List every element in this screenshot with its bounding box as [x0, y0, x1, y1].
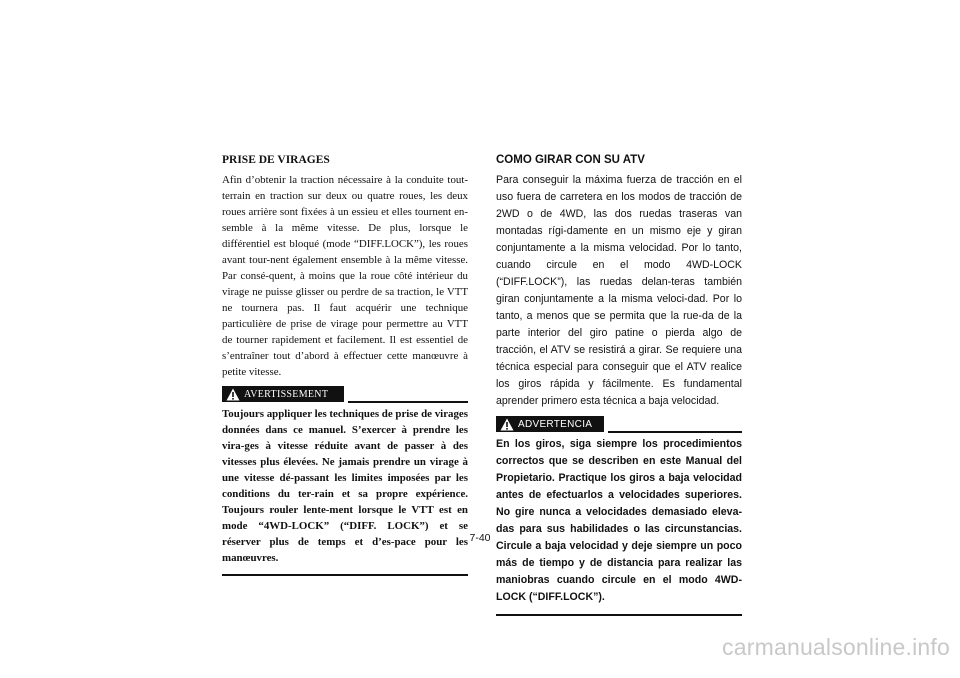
french-warning-label: AVERTISSEMENT	[244, 388, 329, 400]
french-body: Afin d’obtenir la traction nécessaire à la conduite tout-terrain en traction sur deux ou quatre roues, les deux roues arrière sont fixées à un essieu et elles tournent en-semble à la même vitesse. De plus, lorsque le différentiel est bloqué (mode “DIFF.LOCK”), les roues avant tour-nent également ensemble à la même vitesse. Par consé-quent, à moins que la roue côté intérieur du virage ne puisse glisser ou perdre de sa traction, le VTT ne tournera pas. Il faut acquérir une technique particulière de prise de virage pour permettre au VTT de tourner rapidement et facilement. Il est essentiel de s’entraîner tout d’abord à effectuer cette manœuvre à petite vitesse.	[222, 174, 468, 378]
spanish-warning-rule	[608, 431, 742, 433]
warning-triangle-icon	[226, 388, 240, 401]
french-warning-text: Toujours appliquer les techniques de prise de virages données dans ce manuel. S’exercer à prendre les vira-ges à vitesse réduite avant de passer à des vitesses plus élevées. Ne jamais prendre un virage à une vitesse dé-passant les limites imposées par les conditions du ter-rain et sa propre expérience. Toujours rouler lente-ment lorsque le VTT est en mode “4WD-LOCK” (“DIFF. LOCK”) et se réserver plus de temps et d’es-pace pour les manœuvres.	[222, 408, 468, 564]
spanish-warning-badge	[496, 416, 604, 432]
french-warning-rule	[348, 401, 468, 403]
french-column	[222, 152, 468, 576]
spanish-heading: COMO GIRAR CON SU ATV	[496, 154, 645, 166]
spanish-column	[496, 152, 742, 616]
french-warning-badge	[222, 386, 344, 402]
french-warning-end-rule	[222, 574, 468, 576]
spanish-warning-text: En los giros, siga siempre los procedimientos correctos que se describen en este Manual del Propietario. Practique los giros a baja velocidad antes de efectuarlos a velocidades superiores. No gire nunca a velocidades demasiado eleva-das para sus habilidades o las circunstancias. Circule a baja velocidad y deje siempre un poco más de tiempo y de distancia para realizar las maniobras cuando circule en el modo 4WD-LOCK (“DIFF.LOCK”).	[496, 438, 742, 603]
spanish-warning-label: ADVERTENCIA	[518, 418, 593, 430]
watermark: carmanualsonline.info	[722, 634, 950, 660]
spanish-warning-header	[496, 414, 742, 434]
page-number: 7-40	[469, 532, 491, 544]
warning-triangle-icon	[500, 418, 514, 431]
french-warning-header	[222, 384, 468, 404]
spanish-body: Para conseguir la máxima fuerza de tracción en el uso fuera de carretera en los modos de tracción de 2WD o de 4WD, las dos ruedas traseras van montadas rígi-damente en un mismo eje y giran conjuntamente a la misma velocidad. Por lo tanto, cuando circule en el modo 4WD-LOCK (“DIFF.LOCK”), las ruedas delan-teras también giran conjuntamente a la misma veloci-dad. Por lo tanto, a menos que se permita que la rue-da de la parte interior del giro patine o pierda algo de tracción, el ATV se resistirá a girar. Se requiere una técnica especial para conseguir que el ATV realice los giros rápida y fácilmente. Es fundamental aprender primero esta técnica a baja velocidad.	[496, 174, 742, 407]
spanish-warning-end-rule	[496, 614, 742, 616]
french-heading: PRISE DE VIRAGES	[222, 154, 330, 166]
